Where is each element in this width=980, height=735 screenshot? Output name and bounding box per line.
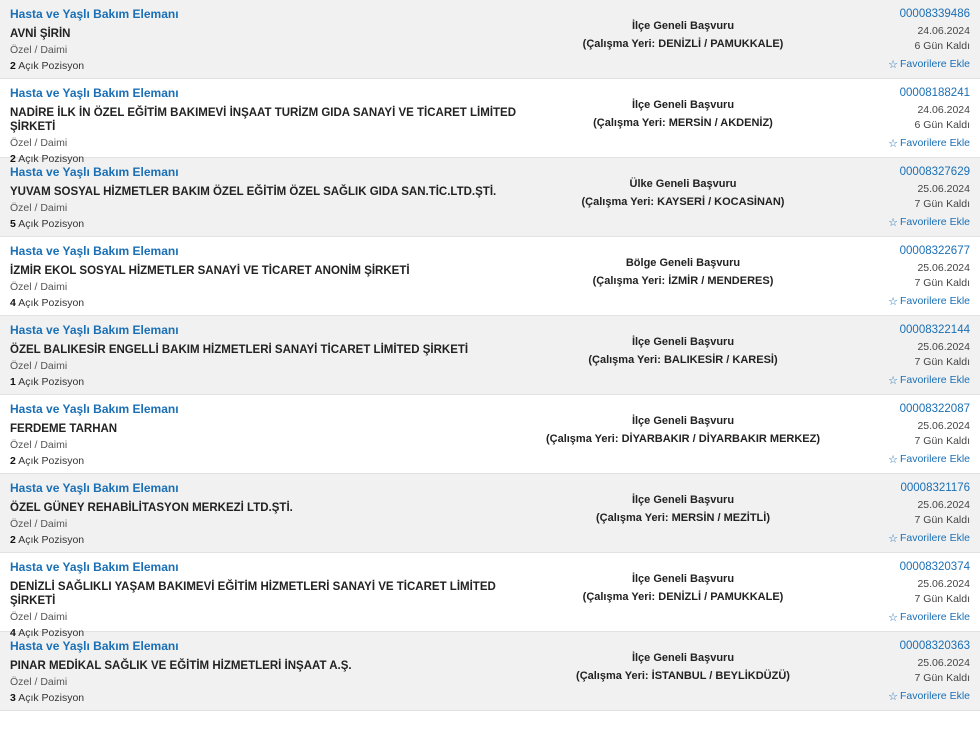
add-to-favorites-button[interactable] (822, 452, 970, 467)
open-positions (10, 455, 544, 468)
application-scope-column (544, 6, 822, 74)
open-positions-count: 4 (10, 297, 16, 309)
job-id-link[interactable]: 00008339486 (899, 8, 970, 20)
table-row[interactable] (0, 79, 980, 165)
job-title-link[interactable]: Hasta ve Yaşlı Bakım Elemanı (10, 244, 179, 258)
company-name: DENİZLİ SAĞLIKLI YAŞAM BAKIMEVİ EĞİTİM HİZMETLERİ SANAYİ VE TİCARET LİMİTED ŞİRKETİ (10, 581, 496, 607)
add-to-favorites-label: Favorilere Ekle (899, 374, 970, 386)
job-id-link[interactable]: 00008320363 (899, 640, 970, 652)
open-positions-label: Açık Pozisyon (18, 218, 85, 230)
job-title-link[interactable]: Hasta ve Yaşlı Bakım Elemanı (10, 639, 179, 653)
publish-date: 25.06.2024 (917, 657, 970, 669)
application-scope-column (544, 164, 822, 232)
star-icon: ☆ (888, 691, 898, 703)
open-positions-count: 1 (10, 376, 16, 388)
job-id-link[interactable]: 00008320374 (899, 561, 970, 573)
application-scope-column (544, 322, 822, 390)
company-name: YUVAM SOSYAL HİZMETLER BAKIM ÖZEL EĞİTİM ÖZEL SAĞLIK GIDA SAN.TİC.LTD.ŞTİ. (10, 186, 497, 198)
job-id-column (822, 638, 972, 706)
add-to-favorites-button[interactable] (822, 294, 970, 309)
job-id-column (822, 401, 972, 469)
company-name: ÖZEL GÜNEY REHABİLİTASYON MERKEZİ LTD.ŞTİ. (10, 502, 293, 514)
application-scope-column (544, 638, 822, 706)
days-left: 7 Gün Kaldı (914, 198, 970, 210)
company-name: ÖZEL BALIKESİR ENGELLİ BAKIM HİZMETLERİ SANAYİ TİCARET LİMİTED ŞİRKETİ (10, 344, 469, 356)
company-name: FERDEME TARHAN (10, 423, 118, 435)
open-positions-label: Açık Pozisyon (18, 627, 85, 639)
table-row[interactable] (0, 553, 980, 639)
publish-date: 25.06.2024 (917, 341, 970, 353)
days-left: 7 Gün Kaldı (914, 672, 970, 684)
add-to-favorites-label: Favorilere Ekle (899, 137, 970, 149)
job-type-meta: Özel / Daimi (10, 137, 68, 149)
job-id-column (822, 6, 972, 74)
application-scope: Bölge Geneli Başvuru (625, 256, 741, 269)
days-left: 7 Gün Kaldı (914, 593, 970, 605)
publish-date: 25.06.2024 (917, 578, 970, 590)
work-place: (Çalışma Yeri: İZMİR / MENDERES) (592, 274, 774, 287)
company-name: AVNİ ŞİRİN (10, 28, 71, 40)
add-to-favorites-button[interactable] (822, 57, 970, 72)
job-id-column (822, 85, 972, 153)
publish-date: 24.06.2024 (917, 25, 970, 37)
star-icon: ☆ (888, 296, 898, 308)
job-info-column (8, 322, 544, 390)
work-place: (Çalışma Yeri: MERSİN / MEZİTLİ) (596, 511, 770, 524)
days-left: 7 Gün Kaldı (914, 277, 970, 289)
application-scope: İlçe Geneli Başvuru (631, 98, 735, 111)
application-scope-column (544, 85, 822, 153)
job-title-link[interactable]: Hasta ve Yaşlı Bakım Elemanı (10, 165, 179, 179)
open-positions (10, 297, 544, 310)
job-title-link[interactable]: Hasta ve Yaşlı Bakım Elemanı (10, 86, 179, 100)
job-id-column (822, 243, 972, 311)
add-to-favorites-button[interactable] (822, 373, 970, 388)
job-title-link[interactable]: Hasta ve Yaşlı Bakım Elemanı (10, 7, 179, 21)
publish-date: 25.06.2024 (917, 183, 970, 195)
work-place: (Çalışma Yeri: DİYARBAKIR / DİYARBAKIR MERKEZ) (545, 432, 821, 445)
job-type-meta: Özel / Daimi (10, 360, 68, 372)
job-type-meta: Özel / Daimi (10, 202, 68, 214)
application-scope: İlçe Geneli Başvuru (631, 19, 735, 32)
add-to-favorites-label: Favorilere Ekle (899, 532, 970, 544)
open-positions (10, 534, 544, 547)
job-info-column (8, 559, 544, 639)
work-place: (Çalışma Yeri: DENİZLİ / PAMUKKALE) (582, 590, 784, 603)
publish-date: 24.06.2024 (917, 104, 970, 116)
add-to-favorites-button[interactable] (822, 136, 970, 151)
open-positions-label: Açık Pozisyon (18, 60, 85, 72)
table-row[interactable] (0, 632, 980, 711)
days-left: 7 Gün Kaldı (914, 514, 970, 526)
job-title-link[interactable]: Hasta ve Yaşlı Bakım Elemanı (10, 560, 179, 574)
open-positions (10, 60, 544, 73)
open-positions-label: Açık Pozisyon (18, 534, 85, 546)
add-to-favorites-label: Favorilere Ekle (899, 58, 970, 70)
job-type-meta: Özel / Daimi (10, 518, 68, 530)
job-type-meta: Özel / Daimi (10, 281, 68, 293)
application-scope: İlçe Geneli Başvuru (631, 493, 735, 506)
table-row[interactable] (0, 0, 980, 79)
open-positions-count: 2 (10, 60, 16, 72)
application-scope: Ülke Geneli Başvuru (629, 177, 737, 190)
add-to-favorites-button[interactable] (822, 689, 970, 704)
job-type-meta: Özel / Daimi (10, 439, 68, 451)
work-place: (Çalışma Yeri: KAYSERİ / KOCASİNAN) (581, 195, 785, 208)
company-name: PINAR MEDİKAL SAĞLIK VE EĞİTİM HİZMETLERİ İNŞAAT A.Ş. (10, 660, 352, 672)
open-positions-label: Açık Pozisyon (18, 153, 85, 165)
publish-date: 25.06.2024 (917, 262, 970, 274)
work-place: (Çalışma Yeri: MERSİN / AKDENİZ) (593, 116, 773, 129)
job-info-column (8, 638, 544, 706)
add-to-favorites-button[interactable] (822, 610, 970, 625)
job-title-link[interactable]: Hasta ve Yaşlı Bakım Elemanı (10, 481, 179, 495)
job-info-column (8, 243, 544, 311)
job-title-link[interactable]: Hasta ve Yaşlı Bakım Elemanı (10, 323, 179, 337)
open-positions-label: Açık Pozisyon (18, 692, 85, 704)
open-positions-count: 5 (10, 218, 16, 230)
job-id-link[interactable]: 00008321176 (900, 482, 970, 494)
add-to-favorites-label: Favorilere Ekle (899, 295, 970, 307)
add-to-favorites-label: Favorilere Ekle (899, 453, 970, 465)
table-row[interactable] (0, 237, 980, 316)
job-info-column (8, 85, 544, 165)
open-positions-label: Açık Pozisyon (18, 297, 85, 309)
job-id-column (822, 559, 972, 627)
table-row[interactable] (0, 158, 980, 237)
star-icon: ☆ (888, 533, 898, 545)
job-id-link[interactable]: 00008322087 (899, 403, 970, 415)
job-id-link[interactable]: 00008188241 (899, 87, 970, 99)
application-scope-column (544, 480, 822, 548)
days-left: 6 Gün Kaldı (914, 119, 970, 131)
table-row[interactable] (0, 316, 980, 395)
application-scope-column (544, 243, 822, 311)
days-left: 6 Gün Kaldı (914, 40, 970, 52)
open-positions-count: 4 (10, 627, 16, 639)
job-info-column (8, 480, 544, 548)
job-type-meta: Özel / Daimi (10, 44, 68, 56)
star-icon: ☆ (888, 454, 898, 466)
star-icon: ☆ (888, 217, 898, 229)
table-row[interactable] (0, 474, 980, 553)
star-icon: ☆ (888, 375, 898, 387)
star-icon: ☆ (888, 138, 898, 150)
open-positions-count: 2 (10, 534, 16, 546)
job-id-column (822, 322, 972, 390)
work-place: (Çalışma Yeri: DENİZLİ / PAMUKKALE) (582, 37, 784, 50)
application-scope: İlçe Geneli Başvuru (631, 572, 735, 585)
open-positions-count: 3 (10, 692, 16, 704)
company-name: İZMİR EKOL SOSYAL HİZMETLER SANAYİ VE TİCARET ANONİM ŞİRKETİ (10, 265, 410, 277)
add-to-favorites-button[interactable] (822, 531, 970, 546)
job-info-column (8, 164, 544, 232)
job-id-link[interactable]: 00008322677 (899, 245, 970, 257)
job-type-meta: Özel / Daimi (10, 676, 68, 688)
add-to-favorites-label: Favorilere Ekle (899, 216, 970, 228)
open-positions-count: 2 (10, 455, 16, 467)
star-icon: ☆ (888, 59, 898, 71)
work-place: (Çalışma Yeri: İSTANBUL / BEYLİKDÜZÜ) (576, 669, 790, 682)
job-type-meta: Özel / Daimi (10, 611, 68, 623)
add-to-favorites-label: Favorilere Ekle (899, 690, 970, 702)
application-scope: İlçe Geneli Başvuru (631, 335, 735, 348)
job-id-link[interactable]: 00008327629 (899, 166, 970, 178)
star-icon: ☆ (888, 612, 898, 624)
job-id-link[interactable]: 00008322144 (899, 324, 970, 336)
work-place: (Çalışma Yeri: BALIKESİR / KARESİ) (588, 353, 778, 366)
add-to-favorites-button[interactable] (822, 215, 970, 230)
application-scope-column (544, 559, 822, 627)
job-info-column (8, 6, 544, 74)
publish-date: 25.06.2024 (917, 499, 970, 511)
job-id-column (822, 480, 972, 548)
table-row[interactable] (0, 395, 980, 474)
open-positions (10, 218, 544, 231)
open-positions (10, 692, 544, 705)
open-positions-count: 2 (10, 153, 16, 165)
application-scope-column (544, 401, 822, 469)
days-left: 7 Gün Kaldı (914, 356, 970, 368)
open-positions-label: Açık Pozisyon (18, 455, 85, 467)
publish-date: 25.06.2024 (917, 420, 970, 432)
company-name: NADİRE İLK İN ÖZEL EĞİTİM BAKIMEVİ İNŞAAT TURİZM GIDA SANAYİ VE TİCARET LİMİTED ŞİRKETİ (10, 107, 517, 133)
job-info-column (8, 401, 544, 469)
application-scope: İlçe Geneli Başvuru (631, 651, 735, 664)
days-left: 7 Gün Kaldı (914, 435, 970, 447)
add-to-favorites-label: Favorilere Ekle (899, 611, 970, 623)
job-title-link[interactable]: Hasta ve Yaşlı Bakım Elemanı (10, 402, 179, 416)
open-positions-label: Açık Pozisyon (18, 376, 85, 388)
open-positions (10, 376, 544, 389)
job-id-column (822, 164, 972, 232)
application-scope: İlçe Geneli Başvuru (631, 414, 735, 427)
